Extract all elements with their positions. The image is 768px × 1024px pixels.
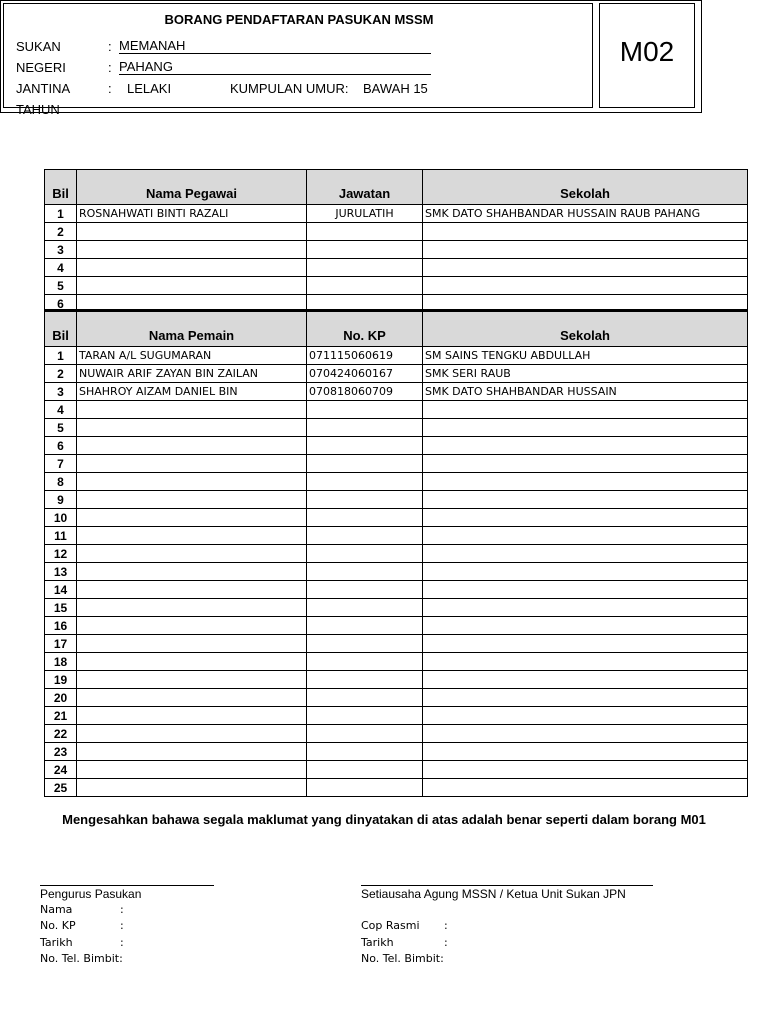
official-cell-jawatan[interactable] [307,241,423,259]
player-cell-nama[interactable] [77,545,307,563]
player-row [45,617,748,635]
right-field-cop: Cop Rasmi [361,919,420,932]
player-cell-sekolah[interactable] [423,581,748,599]
player-cell-nama[interactable] [77,761,307,779]
official-cell-sekolah[interactable] [423,223,748,241]
official-row [45,277,748,295]
player-row [45,473,748,491]
player-cell-bil: 9 [45,491,77,509]
players-header-kp: No. KP [307,311,423,347]
player-cell-sekolah[interactable] [423,617,748,635]
players-header-nama: Nama Pemain [77,311,307,347]
player-row [45,779,748,797]
player-cell-bil: 2 [45,365,77,383]
official-cell-bil: 6 [45,295,77,313]
official-cell-nama[interactable] [77,223,307,241]
player-row [45,707,748,725]
official-cell-bil: 3 [45,241,77,259]
player-cell-bil: 17 [45,635,77,653]
player-cell-sekolah[interactable]: SMK SERI RAUB [423,365,748,383]
player-cell-nama[interactable] [77,599,307,617]
player-cell-sekolah[interactable]: SM SAINS TENGKU ABDULLAH [423,347,748,365]
official-cell-jawatan[interactable] [307,223,423,241]
player-cell-nama[interactable] [77,563,307,581]
officials-header-jawatan: Jawatan [307,170,423,205]
officials-header-bil: Bil [45,170,77,205]
player-cell-nama[interactable] [77,527,307,545]
right-signature-title: Setiausaha Agung MSSN / Ketua Unit Sukan JPN [361,887,626,901]
sukan-colon: : [108,39,112,54]
player-row [45,383,748,401]
players-header-row [45,311,748,347]
player-cell-sekolah[interactable] [423,743,748,761]
jantina-colon: : [108,81,112,96]
player-cell-kp[interactable] [307,509,423,527]
officials-header-nama: Nama Pegawai [77,170,307,205]
right-signature-line[interactable] [361,885,653,886]
player-cell-kp[interactable] [307,563,423,581]
player-cell-nama[interactable] [77,437,307,455]
player-cell-bil: 11 [45,527,77,545]
player-cell-bil: 16 [45,617,77,635]
player-cell-sekolah[interactable] [423,509,748,527]
player-row [45,491,748,509]
player-cell-bil: 22 [45,725,77,743]
official-cell-sekolah[interactable] [423,277,748,295]
player-cell-sekolah[interactable] [423,491,748,509]
official-cell-nama[interactable] [77,241,307,259]
player-cell-sekolah[interactable] [423,437,748,455]
player-cell-kp[interactable] [307,455,423,473]
left-signature-line[interactable] [40,885,214,886]
player-cell-kp[interactable] [307,419,423,437]
left-field-tarikh: Tarikh [40,936,73,949]
player-cell-sekolah[interactable] [423,419,748,437]
player-cell-kp[interactable]: 070424060167 [307,365,423,383]
player-cell-bil: 20 [45,689,77,707]
kumpulan-label: KUMPULAN UMUR: [230,81,349,96]
player-cell-nama[interactable] [77,653,307,671]
official-cell-nama[interactable] [77,277,307,295]
official-row [45,241,748,259]
right-colon-tarikh: : [444,936,448,949]
player-cell-bil: 15 [45,599,77,617]
player-row [45,743,748,761]
tahun-label: TAHUN [16,102,60,117]
player-cell-nama[interactable] [77,581,307,599]
player-cell-bil: 10 [45,509,77,527]
player-cell-sekolah[interactable] [423,635,748,653]
official-cell-bil: 4 [45,259,77,277]
official-cell-bil: 1 [45,205,77,223]
kumpulan-value: BAWAH 15 [363,81,428,96]
jantina-value: LELAKI [127,81,172,96]
player-cell-bil: 21 [45,707,77,725]
player-cell-nama[interactable] [77,473,307,491]
player-cell-bil: 8 [45,473,77,491]
player-cell-kp[interactable] [307,635,423,653]
sukan-label: SUKAN [16,39,61,54]
player-cell-bil: 24 [45,761,77,779]
player-cell-bil: 13 [45,563,77,581]
player-cell-sekolah[interactable] [423,671,748,689]
player-cell-kp[interactable] [307,743,423,761]
official-cell-jawatan[interactable] [307,259,423,277]
player-cell-sekolah[interactable] [423,545,748,563]
player-row [45,455,748,473]
player-cell-sekolah[interactable] [423,653,748,671]
player-row [45,437,748,455]
player-cell-kp[interactable] [307,491,423,509]
player-cell-bil: 14 [45,581,77,599]
player-cell-bil: 1 [45,347,77,365]
player-cell-bil: 23 [45,743,77,761]
player-row [45,563,748,581]
player-cell-kp[interactable]: 070818060709 [307,383,423,401]
player-cell-sekolah[interactable] [423,725,748,743]
left-colon-tarikh: : [120,936,124,949]
player-cell-kp[interactable] [307,689,423,707]
player-cell-kp[interactable] [307,599,423,617]
player-cell-sekolah[interactable] [423,599,748,617]
player-cell-nama[interactable] [77,671,307,689]
player-cell-sekolah[interactable] [423,563,748,581]
player-cell-nama[interactable] [77,635,307,653]
player-cell-kp[interactable] [307,581,423,599]
officials-table [44,169,748,313]
player-row [45,671,748,689]
official-cell-nama[interactable] [77,259,307,277]
player-cell-bil: 4 [45,401,77,419]
official-cell-sekolah[interactable] [423,259,748,277]
left-signature-title: Pengurus Pasukan [40,887,142,901]
official-cell-bil: 2 [45,223,77,241]
player-cell-nama[interactable] [77,689,307,707]
player-cell-nama[interactable] [77,779,307,797]
official-row [45,223,748,241]
player-cell-nama[interactable] [77,419,307,437]
form-header [0,0,702,117]
player-cell-kp[interactable] [307,707,423,725]
player-row [45,581,748,599]
official-cell-jawatan[interactable]: JURULATIH [307,205,423,223]
player-cell-kp[interactable] [307,653,423,671]
player-cell-kp[interactable] [307,617,423,635]
player-row [45,725,748,743]
players-header-sekolah: Sekolah [423,311,748,347]
player-cell-kp[interactable]: 071115060619 [307,347,423,365]
player-cell-nama[interactable] [77,707,307,725]
player-cell-bil: 12 [45,545,77,563]
official-cell-jawatan[interactable] [307,277,423,295]
player-cell-sekolah[interactable] [423,689,748,707]
sukan-value[interactable]: MEMANAH [119,39,431,54]
player-row [45,635,748,653]
player-cell-kp[interactable] [307,779,423,797]
player-cell-bil: 5 [45,419,77,437]
player-cell-sekolah[interactable] [423,761,748,779]
player-cell-kp[interactable] [307,437,423,455]
player-cell-kp[interactable] [307,401,423,419]
negeri-colon: : [108,60,112,75]
player-cell-nama[interactable] [77,743,307,761]
player-cell-kp[interactable] [307,545,423,563]
player-row [45,347,748,365]
player-cell-kp[interactable] [307,761,423,779]
left-colon-kp: : [120,919,124,932]
official-cell-sekolah[interactable] [423,241,748,259]
left-colon-nama: : [120,903,124,916]
player-cell-kp[interactable] [307,527,423,545]
player-row [45,419,748,437]
form-title: BORANG PENDAFTARAN PASUKAN MSSM [164,12,434,27]
player-cell-sekolah[interactable] [423,455,748,473]
negeri-label: NEGERI [16,60,66,75]
left-field-kp: No. KP [40,919,76,932]
player-row [45,365,748,383]
players-header-bil: Bil [45,311,77,347]
header-info-box [3,3,593,117]
player-row [45,545,748,563]
player-row [45,689,748,707]
player-cell-bil: 19 [45,671,77,689]
player-cell-kp[interactable] [307,725,423,743]
player-row [45,401,748,419]
player-cell-nama[interactable]: SHAHROY AIZAM DANIEL BIN [77,383,307,401]
player-cell-nama[interactable] [77,617,307,635]
player-cell-bil: 7 [45,455,77,473]
player-cell-nama[interactable] [77,725,307,743]
player-cell-kp[interactable] [307,671,423,689]
player-cell-nama[interactable] [77,491,307,509]
player-cell-nama[interactable]: NUWAIR ARIF ZAYAN BIN ZAILAN [77,365,307,383]
left-field-nama: Nama [40,903,73,916]
player-row [45,527,748,545]
player-cell-bil: 6 [45,437,77,455]
player-row [45,599,748,617]
negeri-value[interactable]: PAHANG [119,60,431,75]
player-cell-sekolah[interactable] [423,779,748,797]
left-field-tel: No. Tel. Bimbit: [40,952,123,965]
official-row [45,205,748,223]
player-cell-sekolah[interactable] [423,707,748,725]
player-cell-sekolah[interactable]: SMK DATO SHAHBANDAR HUSSAIN [423,383,748,401]
official-cell-sekolah[interactable]: SMK DATO SHAHBANDAR HUSSAIN RAUB PAHANG [423,205,748,223]
player-cell-nama[interactable] [77,455,307,473]
jantina-label: JANTINA [16,81,71,96]
confirmation-statement: Mengesahkan bahawa segala maklumat yang dinyatakan di atas adalah benar seperti dalam borang M01 [62,812,706,827]
player-cell-sekolah[interactable] [423,401,748,419]
official-row [45,259,748,277]
player-row [45,761,748,779]
right-field-tel: No. Tel. Bimbit: [361,952,444,965]
official-cell-nama[interactable]: ROSNAHWATI BINTI RAZALI [77,205,307,223]
form-code-box [599,3,695,108]
player-cell-sekolah[interactable] [423,473,748,491]
player-row [45,509,748,527]
player-cell-kp[interactable] [307,473,423,491]
player-cell-nama[interactable] [77,401,307,419]
right-field-tarikh: Tarikh [361,936,394,949]
form-code: M02 [619,36,675,67]
official-cell-bil: 5 [45,277,77,295]
officials-header-row [45,170,748,205]
player-row [45,653,748,671]
player-cell-sekolah[interactable] [423,527,748,545]
player-cell-bil: 25 [45,779,77,797]
players-table [44,309,748,797]
player-cell-bil: 3 [45,383,77,401]
right-colon-cop: : [444,919,448,932]
player-cell-nama[interactable] [77,509,307,527]
player-cell-nama[interactable]: TARAN A/L SUGUMARAN [77,347,307,365]
officials-header-sekolah: Sekolah [423,170,748,205]
player-cell-bil: 18 [45,653,77,671]
